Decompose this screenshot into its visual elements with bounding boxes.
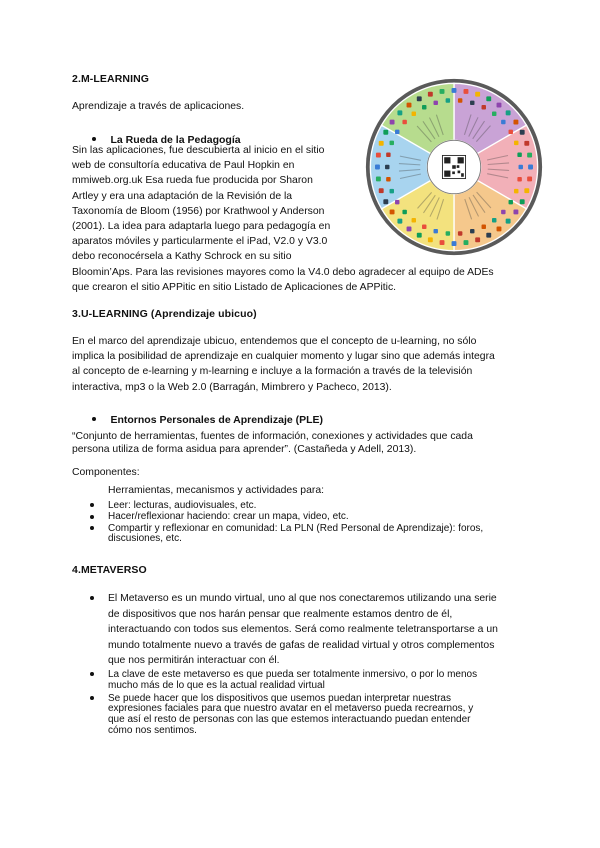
app-icon: [440, 240, 445, 245]
app-icon: [497, 103, 502, 108]
list-item: [90, 501, 590, 512]
section-3-heading: 3.U-LEARNING (Aprendizaje ubicuo): [72, 308, 257, 320]
app-icon: [397, 110, 402, 115]
bullet-dot-icon: [90, 526, 94, 530]
section-2-heading: 2.M-LEARNING: [72, 73, 150, 85]
text-line: cómo nos sentimos.: [108, 724, 197, 736]
app-icon: [407, 226, 412, 231]
text-line: interactuando con todos sus elementos. Será como realmente teletransportarse a un: [108, 624, 498, 636]
metaverso-list: [90, 591, 595, 737]
app-icon: [434, 229, 438, 233]
text-line: (2001). La idea para adaptarla luego para pedagogía en: [72, 221, 331, 233]
app-icon: [527, 153, 532, 158]
u-learning-paragraph: [72, 334, 592, 395]
app-icon: [434, 101, 438, 105]
app-icon: [458, 231, 462, 235]
text-line: mmiweb.org.uk Esa rueda fue producida por Sharon: [72, 175, 313, 187]
app-icon: [428, 92, 433, 97]
qr-code-icon: [442, 155, 465, 178]
app-icon: [440, 89, 445, 94]
ple-title: Entornos Personales de Aprendizaje (PLE): [110, 414, 324, 426]
text-line: Se puede hacer que los dispositivos que usemos puedan interpretar nuestras: [108, 692, 451, 704]
text-line: de dispositivos que nos harán pensar que realmente estamos dentro de él,: [108, 608, 453, 620]
text-line: Hacer/reflexionar haciendo: crear un mapa, video, etc.: [108, 511, 349, 523]
app-icon: [458, 98, 462, 102]
app-icon: [470, 101, 474, 105]
app-icon: [390, 189, 394, 193]
herramientas-label: Herramientas, mecanismos y actividades para:: [108, 485, 324, 496]
text-line: “Conjunto de herramientas, fuentes de información, conexiones y actividades que cada: [72, 431, 473, 442]
bullet-dot-icon: [92, 417, 96, 421]
app-icon: [422, 105, 426, 109]
text-line: Sin las aplicaciones, fue descubierta al inicio en el sitio: [72, 145, 325, 156]
app-icon: [464, 89, 469, 94]
text-line: Artley y era una adaptación de la Revisión de la: [72, 190, 293, 202]
app-icon: [383, 130, 388, 135]
bullet-dot-icon: [92, 137, 96, 141]
app-icon: [428, 237, 433, 242]
app-icon: [520, 199, 525, 204]
app-icon: [379, 188, 384, 193]
app-icon: [492, 218, 496, 222]
app-icon: [395, 130, 399, 134]
text-line: expresiones faciales para que nuestro avatar en el metaverso pueda recrearnos, y: [108, 703, 474, 715]
app-icon: [513, 210, 518, 215]
app-icon: [375, 165, 380, 170]
text-line: que crearon el sitio APPitic en sitio Listado de Aplicaciones de APPitic.: [72, 281, 397, 293]
text-line: Leer: lecturas, audiovisuales, etc.: [108, 500, 257, 511]
app-icon: [506, 219, 511, 224]
app-icon: [506, 110, 511, 115]
app-icon: [407, 103, 412, 108]
text-line: web de consultoría educativa de Paul Hopkin en: [72, 160, 295, 172]
app-icon: [446, 98, 450, 102]
app-icon: [524, 188, 529, 193]
app-icon: [475, 92, 480, 97]
app-icon: [509, 130, 513, 134]
app-icon: [379, 141, 384, 146]
text-line: debo reconocérsela a Kathy Schrock en su sitio: [72, 251, 292, 263]
app-icon: [386, 177, 390, 181]
app-icon: [524, 141, 529, 146]
app-icon: [482, 105, 486, 109]
bullet-ple: [92, 410, 323, 428]
app-icon: [486, 233, 491, 238]
app-icon: [501, 120, 505, 124]
text-line: Bloomin’Aps. Para las revisiones mayores como la V4.0 debo agradecer al equipo de ADEs: [72, 266, 494, 278]
text-line: interactiva, mp3 o la Web 2.0 (Barragán, Mimbrero y Pacheco, 2013).: [72, 381, 392, 393]
text-line: que nos permitirán interactuar con él.: [108, 655, 280, 667]
text-line: al concepto de e-learning y m-learning e incluye a la formación a través de la televisión: [72, 366, 473, 378]
text-line: En el marco del aprendizaje ubicuo, entendemos que el concepto de u-learning, no sólo: [72, 336, 477, 347]
text-line: Compartir y reflexionar en comunidad: La PLN (Red Personal de Aprendizaje): foros,: [108, 522, 484, 534]
app-icon: [527, 177, 532, 182]
app-icon: [497, 226, 502, 231]
app-icon: [517, 153, 521, 157]
app-icon: [514, 141, 518, 145]
app-icon: [446, 231, 450, 235]
text-line: implica la posibilidad de aprendizaje en cualquier momento y lugar sino que además integra: [72, 351, 495, 363]
text-line: La clave de este metaverso es que pueda ser totalmente inmersivo, o por lo menos: [108, 668, 478, 680]
app-icon: [475, 237, 480, 242]
app-icon: [492, 112, 496, 116]
bullet-dot-icon: [90, 672, 94, 676]
text-line: aparatos móviles y particularmente el iPad, V2.0 y V3.0: [72, 236, 328, 248]
bullet-dot-icon: [90, 503, 94, 507]
ple-quote: [72, 430, 592, 456]
list-item: [90, 670, 595, 692]
app-icon: [422, 225, 426, 229]
app-icon: [385, 165, 389, 169]
section-4-heading: 4.METAVERSO: [72, 564, 147, 576]
text-line: discusiones, etc.: [108, 533, 182, 545]
list-item: [90, 694, 595, 737]
list-item: [90, 591, 595, 669]
app-icon: [514, 189, 518, 193]
app-icon: [412, 218, 416, 222]
app-icon: [513, 120, 518, 125]
text-line: persona utiliza de forma asidua para aprender”. (Castañeda y Adell, 2013).: [72, 444, 417, 455]
app-icon: [520, 130, 525, 135]
text-line: Taxonomía de Bloom (1956) por Krathwool y Anderson: [72, 205, 325, 217]
app-icon: [452, 241, 457, 246]
app-icon: [412, 112, 416, 116]
section-2-intro: Aprendizaje a través de aplicaciones.: [72, 101, 245, 112]
rueda-title: La Rueda de la Pedagogía: [110, 134, 241, 146]
app-icon: [486, 96, 491, 101]
list-item: [90, 512, 590, 523]
text-line: mundo totalmente nuevo a través de gafas de realidad virtual y otros complementos: [108, 639, 495, 651]
app-icon: [501, 210, 505, 214]
app-icon: [509, 200, 513, 204]
app-icon: [402, 210, 406, 214]
bullet-dot-icon: [90, 515, 94, 519]
app-icon: [402, 120, 406, 124]
bullet-dot-icon: [90, 596, 94, 600]
app-icon: [376, 177, 381, 182]
app-icon: [397, 219, 402, 224]
text-line: El Metaverso es un mundo virtual, uno al que nos conectaremos utilizando una serie: [108, 593, 497, 604]
app-icon: [376, 153, 381, 158]
text-line: que así el resto de personas con las que estemos interactuando puedan entender: [108, 714, 471, 726]
app-icon: [417, 233, 422, 238]
app-icon: [390, 120, 395, 125]
app-icon: [390, 210, 395, 215]
bullet-dot-icon: [90, 696, 94, 700]
app-icon: [390, 141, 394, 145]
app-icon: [482, 225, 486, 229]
app-icon: [528, 165, 533, 170]
app-icon: [517, 177, 521, 181]
app-icon: [452, 88, 457, 93]
padagogy-wheel-image: [365, 78, 543, 256]
app-icon: [383, 199, 388, 204]
app-icon: [395, 200, 399, 204]
componentes-list: [90, 501, 590, 545]
app-icon: [464, 240, 469, 245]
componentes-label: Componentes:: [72, 467, 140, 478]
app-icon: [470, 229, 474, 233]
text-line: mucho más de lo que es la actual realidad virtual: [108, 679, 325, 691]
list-item: [90, 524, 590, 546]
app-icon: [519, 165, 523, 169]
app-icon: [386, 153, 390, 157]
app-icon: [417, 96, 422, 101]
